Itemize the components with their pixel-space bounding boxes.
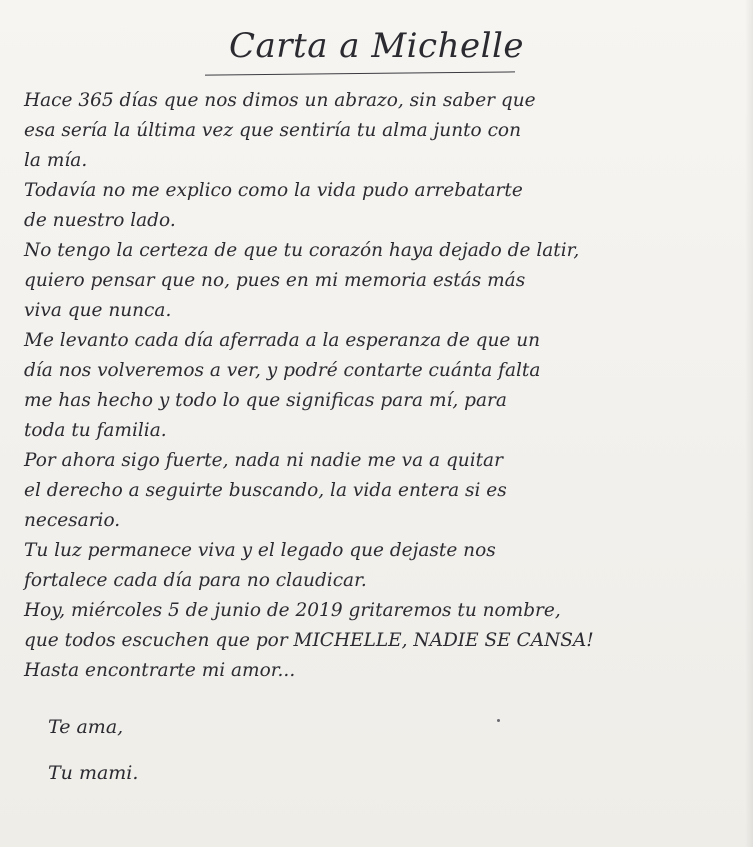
- letter-line: viva que nunca.: [24, 300, 172, 321]
- letter-line: toda tu familia.: [24, 420, 167, 441]
- letter-body: [24, 86, 732, 686]
- letter-line: Hoy, miércoles 5 de junio de 2019 gritaremos tu nombre,: [24, 600, 561, 621]
- letter-line: el derecho a seguirte buscando, la vida entera si es: [24, 480, 507, 501]
- letter-line: necesario.: [24, 510, 121, 531]
- letter-title: Carta a Michelle: [229, 26, 524, 66]
- closing-love: Te ama,: [48, 716, 124, 738]
- letter-line: día nos volveremos a ver, y podré contarte cuánta falta: [24, 360, 541, 381]
- letter-line: Me levanto cada día aferrada a la esperanza de que un: [24, 330, 541, 351]
- title-underline: [205, 71, 515, 75]
- letter-line: Tu luz permanece viva y el legado que dejaste nos: [24, 540, 496, 561]
- letter-line: Por ahora sigo fuerte, nada ni nadie me va a quitar: [24, 450, 503, 471]
- letter-line: que todos escuchen que por MICHELLE, NADIE SE CANSA!: [24, 630, 594, 651]
- letter-line: Hasta encontrarte mi amor...: [24, 660, 296, 681]
- signature: Tu mami.: [48, 762, 139, 784]
- letter-line: me has hecho y todo lo que significas para mí, para: [24, 390, 507, 411]
- letter-line: No tengo la certeza de que tu corazón haya dejado de latir,: [24, 240, 580, 261]
- letter-line: la mía.: [24, 150, 88, 171]
- ink-dot: [497, 719, 500, 722]
- letter-line: fortalece cada día para no claudicar.: [24, 570, 367, 591]
- letter-line: Hace 365 días que nos dimos un abrazo, sin saber que: [24, 90, 536, 111]
- letter-line: esa sería la última vez que sentiría tu alma junto con: [24, 120, 521, 141]
- letter-line: Todavía no me explico como la vida pudo arrebatarte: [24, 180, 523, 201]
- letter-line: de nuestro lado.: [24, 210, 176, 231]
- letter-line: quiero pensar que no, pues en mi memoria estás más: [24, 270, 526, 291]
